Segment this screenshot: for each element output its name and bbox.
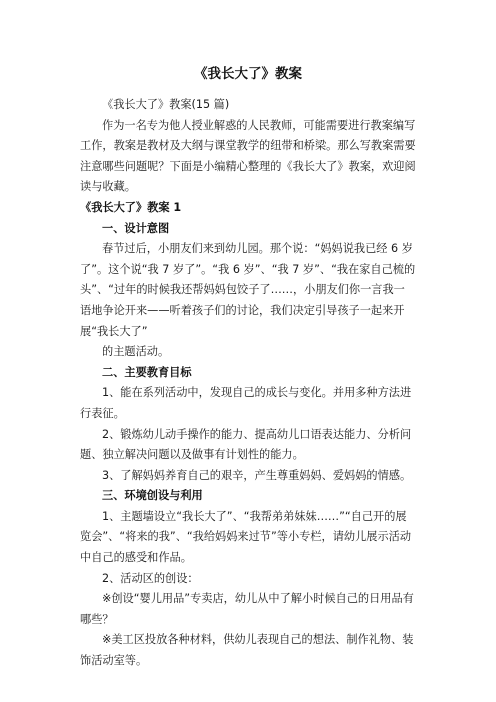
design-intent-continuation: 的主题活动。 (102, 345, 170, 359)
design-intent-paragraph: 春节过后，小朋友们来到幼儿园。那个说：“妈妈说我已经 6 岁了”。这个说“我 7 岁了”。“我 6 岁”、“我 7 岁”、“我在家自己梳的头”、“过年的时候我还帮妈妈包饺子了……，小朋友们你一言我一语地争论开来——听着孩子们的讨论，我们决定引导孩子一起来开展“我长大了” (80, 242, 416, 338)
document-body (80, 95, 416, 672)
subtitle-paragraph: 《我长大了》教案(15 篇) (102, 98, 230, 111)
environment-bullet-2: ※美工区投放各种材料，供幼儿表现自己的想法、制作礼物、装饰活动室等。 (80, 633, 414, 668)
subheading-design-intent: 一、设计意图 (102, 221, 170, 235)
section-heading: 《我长大了》教案 1 (80, 200, 182, 214)
environment-bullet-1: ※创设“婴儿用品”专卖店，幼儿从中了解小时候自己的日用品有哪些？ (80, 592, 414, 626)
subheading-environment: 三、环境创设与利用 (102, 489, 203, 503)
subheading-education-goals: 二、主要教育目标 (102, 365, 192, 379)
document-title: 《我长大了》教案 (194, 66, 302, 82)
goal-item-2: 2、锻炼幼儿动手操作的能力、提高幼儿口语表达能力、分析问题、独立解决问题以及做事有计划性的能力。 (80, 427, 412, 462)
goal-item-3: 3、了解妈妈养育自己的艰辛，产生尊重妈妈、爱妈妈的情感。 (102, 468, 412, 482)
goal-item-1: 1、能在系列活动中，发现自己的成长与变化。并用多种方法进行表征。 (80, 386, 412, 420)
intro-paragraph: 作为一名专为他人授业解惑的人民教师，可能需要进行教案编写工作，教案是教材及大纲与课堂教学的纽带和桥梁。那么写教案需要注意哪些问题呢？下面是小编精心整理的《我长大了》教案，欢迎阅读与收藏。 (80, 118, 416, 194)
environment-item-1: 1、主题墙设立“我长大了”、“我帮弟弟妹妹……”“自己开的展览会”、“将来的我”、“我给妈妈来过节”等小专栏，请幼儿展示活动中自己的感受和作品。 (80, 509, 412, 565)
environment-item-2: 2、活动区的创设： (102, 571, 199, 585)
